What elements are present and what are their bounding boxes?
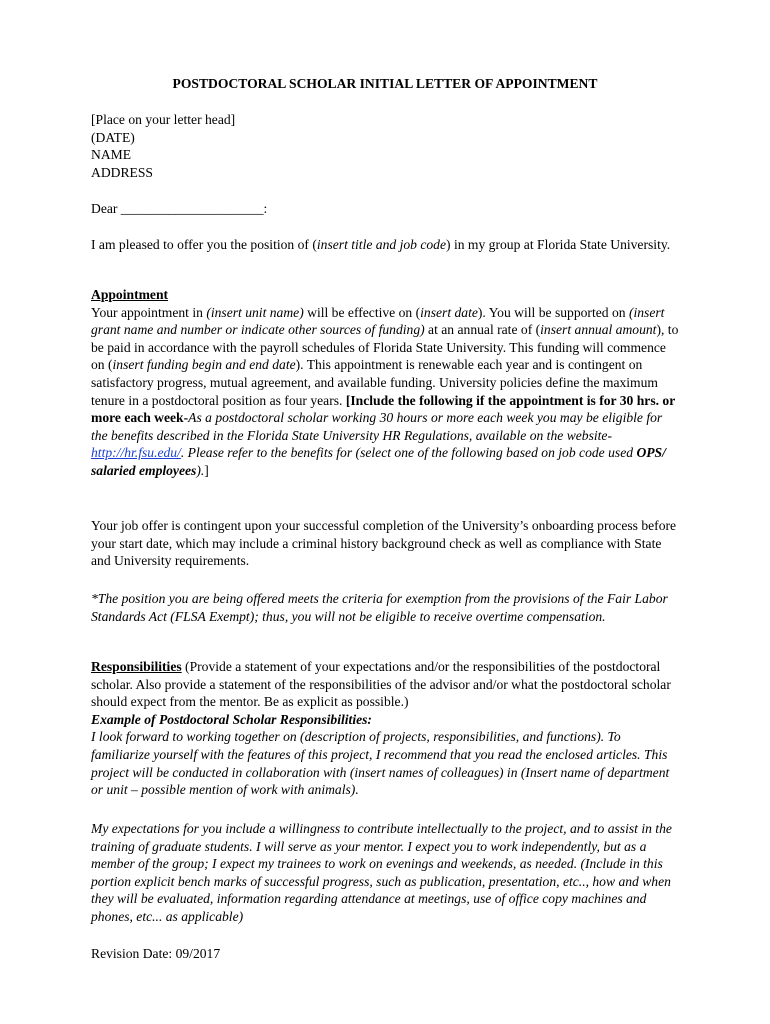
date-placeholder: (DATE) [91,129,135,145]
intro-paragraph [91,236,681,254]
letterhead-placeholder: [Place on your letter head] [91,112,236,127]
intro-text: I am pleased to offer you the position of ( [91,237,317,252]
address-placeholder: ADDRESS [91,164,153,180]
letter-header [91,111,681,181]
expectations-paragraph: My expectations for you include a willingness to contribute intellectually to the project, and to assist in the training of graduate students. I will serve as your mentor. I expect you to work independently, but as a member of the group; I expect my trainees to work on evenings and weekends, as needed. (Include in this portion explicit bench marks of successful progress, such as publication, presentation, etc.., how and when they will be evaluated, information regarding attendance at meetings, use of office copy machines and phones, etc... as applicable) [91,821,672,924]
name-placeholder: NAME [91,147,132,163]
flsa-paragraph: *The position you are being offered meets the criteria for exemption from the provisions of the Fair Labor Standards Act (FLSA Exempt); thus, you will not be eligible to receive overtime compensation. [91,591,668,624]
hr-website-link[interactable]: http://hr.fsu.edu/ [91,445,181,461]
onboarding-paragraph: Your job offer is contingent upon your successful completion of the University’s onboarding process before your start date, which may include a criminal history background check as well as compliance with State and University requirements. [91,518,677,569]
appointment-paragraph: Your appointment in (insert unit name) will be effective on (insert date). You will be supported on (insert grant name and number or indicate other sources of funding) at an annual rate of (insert annual amount), to be paid in accordance with the payroll schedules of Florida State University. This funding will commence on (insert funding begin and end date). This appointment is renewable each year and is contingent on satisfactory progress, mutual agreement, and available funding. University policies define the maximum tenure in a postdoctoral position as four years. [Include the following if the appointment is for 30 hrs. or more each week-As a postdoctoral scholar working 30 hours or more each week you may be eligible for the benefits described in the Florida State University HR Regulations, available on the website- http://hr.fsu.edu/. Please refer to the benefits for (select one of the following based on job code used OPS/ salaried employees).] [91,304,679,478]
responsibilities-paragraph: Responsibilities (Provide a statement of your expectations and/or the responsibilities of the postdoctoral scholar. Also provide a statement of the responsibilities of the advisor and/or what the postdoctoral scholar should expect from the mentor. Be as explicit as possible.) [91,659,671,710]
appointment-heading: Appointment [91,287,169,302]
appointment-section [91,286,681,480]
page-title: POSTDOCTORAL SCHOLAR INITIAL LETTER OF APPOINTMENT [172,76,598,91]
responsibilities-heading: Responsibilities [91,659,182,674]
intro-placeholder: insert title and job code [316,237,447,252]
example-heading: Example of Postdoctoral Scholar Responsibilities: [91,711,372,727]
example-paragraph: I look forward to working together on (description of projects, responsibilities, and functions). To familiarize yourself with the features of this project, I recommend that you read the enclosed articles. This project will be conducted in collaboration with (insert names of colleagues) in (Insert name of department or unit – possible mention of work with animals). [91,729,670,798]
intro-text: ) in my group at Florida State University. [446,237,671,252]
revision-date: Revision Date: 09/2017 [91,946,221,961]
responsibilities-section [91,658,681,799]
salutation: Dear _____________________: [91,201,268,216]
